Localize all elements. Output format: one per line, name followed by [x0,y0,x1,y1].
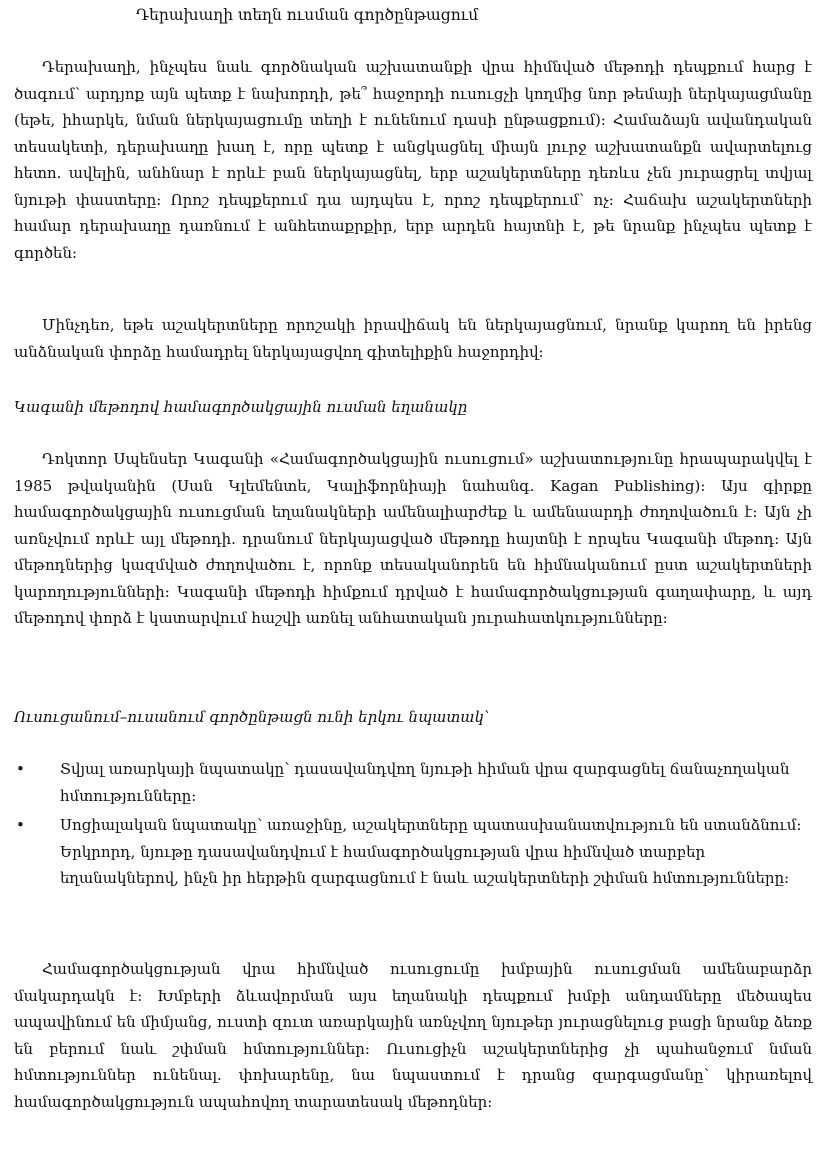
goals-list [14,756,812,895]
paragraph-2: Մինչդեռ, եթե աշակերտները որոշակի իրավիճակ են ներկայացնում, նրանք կարող են իրենց անձնական փորձը համադրել ներկայացվող գիտելիքին հաջորդիվ։ [14,316,812,361]
paragraph-1: Դերախաղի, ինչպես նաև գործնական աշխատանքի վրա հիմնված մեթոդի դեպքում հարց է ծագում՝ արդյոք այն պետք է նախորդի, թե՞ հաջորդի ուսուցչի կողմից նոր թեմայի ներկայացմանը (եթե, իհարկե, նման ներկայացումը տեղի է ունենում դասի ընթացքում)։ Համաձայն ավանդական տեսակետի, դերախաղը խաղ է, որը պետք է անցկացնել միայն լուրջ աշխատանքն ավարտելուց հետո. ավելին, անհնար է որևէ բան ներկայացնել, երբ աշակերտները դեռևս չեն յուրացրել տվյալ նյութի փաստերը։ Որոշ դեպքերում դա այդպես է, որոշ դեպքերում՝ ոչ։ Հաճախ աշակերտների համար դերախաղը դառնում է անհետաքրքիր, երբ արդեն հայտնի է, թե նրանք ինչպես պետք է գործեն։ [14,58,812,262]
list-item [14,756,812,809]
section-heading-goals: Ուսուցանում–ուսանում գործընթացն ունի երկու նպատակ՝ [14,708,490,726]
section-heading-kagan: Կագանի մեթոդով համագործակցային ուսման եղանակը [14,398,468,416]
list-item-text: Սոցիալական նպատակը՝ առաջինը, աշակերտները պատասխանատվություն են ստանձնում։ Երկրորդ, նյութը դասավանդվում է համագործակցության վրա հիմնված տարբեր եղանակներով, ինչն իր հերթին զարգացնում է նաև աշակերտների շփման հմտությունները։ [60,816,802,887]
document-title: Դերախաղի տեղն ուսման գործընթացում [136,6,479,24]
paragraph-3: Դոկտոր Սպենսեր Կագանի «Համագործակցային ուսուցում» աշխատությունը հրապարակվել է 1985 թվականին (Սան Կլեմենտե, Կալիֆորնիայի նահանգ. Kagan Publishing)։ Այս գիրքը համագործակցային ուսուցման եղանակների ամենալիարժեք և ամենաարդի ժողովածուն է։ Այն չի առնչվում որևէ այլ մեթոդի. դրանում ներկայացված մեթոդը հայտնի է որպես Կագանի մեթոդ։ Այն մեթոդներից կազմված ժողովածու է, որոնք տեսականորեն են հիմնականում ըստ աշակերտների կարողությունների։ Կագանի մեթոդի հիմքում դրված է համագործակցության գաղափարը, և այդ մեթոդով փորձ է կատարվում հաշվի առնել անհատական յուրահատկությունները։ [14,450,812,627]
list-item [14,812,812,892]
list-item-text: Տվյալ առարկայի նպատակը՝ դասավանդվող նյութի հիման վրա զարգացնել ճանաչողական հմտությունները։ [60,760,790,805]
paragraph-4: Համագործակցության վրա հիմնված ուսուցումը խմբային ուսուցման ամենաբարձր մակարդակն է։ Խմբերի ձևավորման այս եղանակի դեպքում խմբի անդամները մեծապես ապավինում են միմյանց, ուստի զուտ առարկային առնչվող նյութեր յուրացնելուց բացի նրանք ձեռք են բերում նաև շփման հմտություններ։ Ուսուցիչն աշակերտներից չի պահանջում նման հմտություններ ունենալ. փոխարենը, նա նպաստում է դրանց զարգացմանը՝ կիրառելով համագործակցություն ապահովող տարատեսակ մեթոդներ։ [14,960,812,1111]
bullet-icon: • [16,816,25,834]
bullet-icon: • [16,760,25,778]
